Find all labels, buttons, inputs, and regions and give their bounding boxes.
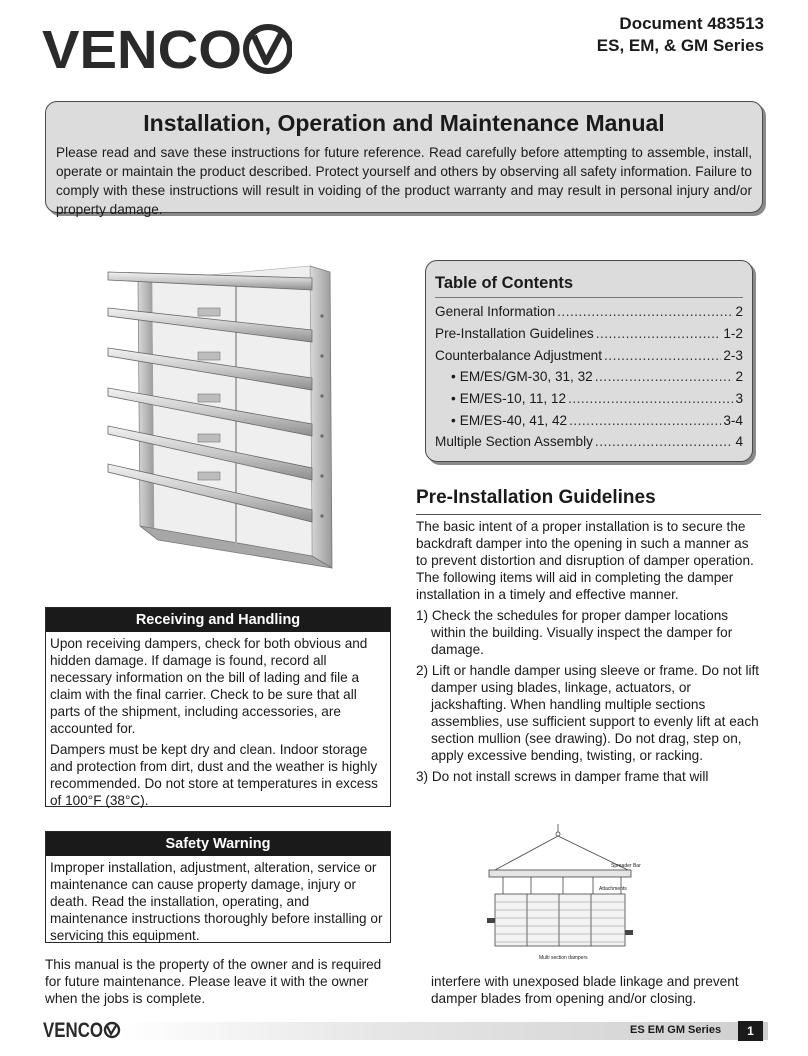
diagram-caption: Multi section dampers — [539, 955, 588, 961]
list-item: 3) Do not install screws in damper frame that will — [416, 769, 709, 784]
receiving-handling-title: Receiving and Handling — [46, 608, 390, 632]
footer-logo-text: VENCO — [43, 1019, 103, 1040]
venco-logo — [42, 22, 292, 74]
toc-subitem[interactable] — [435, 366, 743, 388]
toc-item-page: 4 — [735, 434, 743, 450]
toc-leader — [595, 369, 734, 384]
receiving-paragraph: Upon receiving dampers, check for both obvious and hidden damage. If damage is found, record all necessary information on the bill of lading and file a claim with the final carrier. Check to be sure that all parts of the shipment, including accessories, are accounted for. — [50, 636, 368, 736]
storage-paragraph: Dampers must be kept dry and clean. Indoor storage and protection from dirt, dust and the weather is highly recommended. Do not store at temperatures in excess of 100°F (38°C). — [50, 742, 378, 808]
toc-item-label: EM/ES/GM-30, 31, 32 — [459, 369, 593, 385]
toc-leader — [604, 348, 721, 363]
bullet-icon: • — [451, 391, 456, 407]
toc-leader — [569, 413, 721, 428]
toc-heading: Table of Contents — [435, 274, 574, 292]
attachments-label: Attachments — [599, 886, 627, 892]
toc-item-label: EM/ES-10, 11, 12 — [459, 391, 567, 407]
bullet-icon: • — [451, 412, 456, 428]
list-item: 2) Lift or handle damper using sleeve or frame. Do not lift damper using blades, linkage, actuators, or jackshafting. When handling multiple sections assemblies, use sufficient support to evenly lift at each section mullion (see drawing). Do not drag, step on, apply excessive bending, twisting, or racking. — [416, 663, 760, 763]
toc-item-page: 1-2 — [723, 326, 743, 342]
safety-warning-box — [45, 831, 391, 943]
toc-item-page: 3 — [735, 391, 743, 407]
toc-item[interactable] — [435, 301, 743, 323]
spreader-bar-label: Spreader Bar — [611, 863, 641, 869]
toc-item-page: 3-4 — [723, 412, 743, 428]
toc-item-label: Counterbalance Adjustment — [435, 347, 603, 363]
toc-subitem[interactable] — [435, 409, 743, 431]
toc-leader — [568, 391, 733, 406]
damper-illustration — [100, 256, 340, 578]
pre-installation-heading: Pre-Installation Guidelines — [416, 487, 656, 508]
manual-intro: Please read and save these instructions for future reference. Read carefully before attempting to assemble, install, operate or maintain the product described. Protect yourself and others by observing all safety information. Failure to comply with these instructions will result in voiding of the product warranty and may result in personal injury and/or property damage. — [56, 145, 752, 217]
venco-logo-text: VENCO — [42, 22, 243, 74]
toc-item-label: Multiple Section Assembly — [435, 434, 593, 450]
pre-installation-intro: The basic intent of a proper installation is to secure the backdraft damper into the opening in such a manner as to prevent distortion and disruption of damper operation. The following items will aid in completing the damper installation in a timely and effective manner. — [416, 519, 754, 602]
toc-item[interactable] — [435, 323, 743, 345]
page-number: 1 — [738, 1021, 763, 1041]
toc-item-page: 2 — [735, 369, 743, 385]
toc-item[interactable] — [435, 431, 743, 453]
ownership-note: This manual is the property of the owner and is required for future maintenance. Please leave it with the owner when the jobs is complete. — [45, 957, 382, 1006]
bullet-icon: • — [451, 369, 456, 385]
pre-installation-list — [416, 607, 761, 789]
toc-item-label: EM/ES-40, 41, 42 — [459, 412, 568, 428]
toc-leader — [595, 434, 734, 449]
footer-series: ES EM GM Series — [630, 1024, 722, 1036]
manual-title: Installation, Operation and Maintenance Manual — [143, 110, 665, 136]
list-item: 1) Check the schedules for proper damper locations within the building. Visually inspect the damper for damage. — [416, 608, 733, 657]
document-series: ES, EM, & GM Series — [596, 36, 764, 55]
section-divider — [416, 514, 761, 515]
safety-warning-title: Safety Warning — [46, 832, 390, 856]
manual-banner — [45, 101, 763, 217]
table-of-contents — [425, 260, 753, 462]
footer-logo — [43, 1018, 121, 1040]
lifting-diagram — [483, 822, 643, 964]
document-number: Document 483513 — [619, 14, 764, 33]
safety-warning-text: Improper installation, adjustment, alteration, service or maintenance can cause property damage, injury or death. Read the installation, operating, and maintenance instructions thoroughly before installing or servicing this equipment. — [50, 860, 383, 943]
toc-leader — [596, 326, 722, 341]
toc-leader — [557, 304, 733, 319]
toc-divider — [435, 297, 743, 298]
toc-item-label: General Information — [435, 304, 556, 320]
toc-item-label: Pre-Installation Guidelines — [435, 326, 594, 342]
toc-item-page: 2 — [735, 304, 743, 320]
receiving-handling-box — [45, 607, 391, 807]
toc-item[interactable] — [435, 344, 743, 366]
toc-item-page: 2-3 — [723, 347, 743, 363]
toc-subitem[interactable] — [435, 388, 743, 410]
pre-installation-continuation: interfere with unexposed blade linkage and prevent damper blades from opening and/or closing. — [431, 974, 739, 1006]
